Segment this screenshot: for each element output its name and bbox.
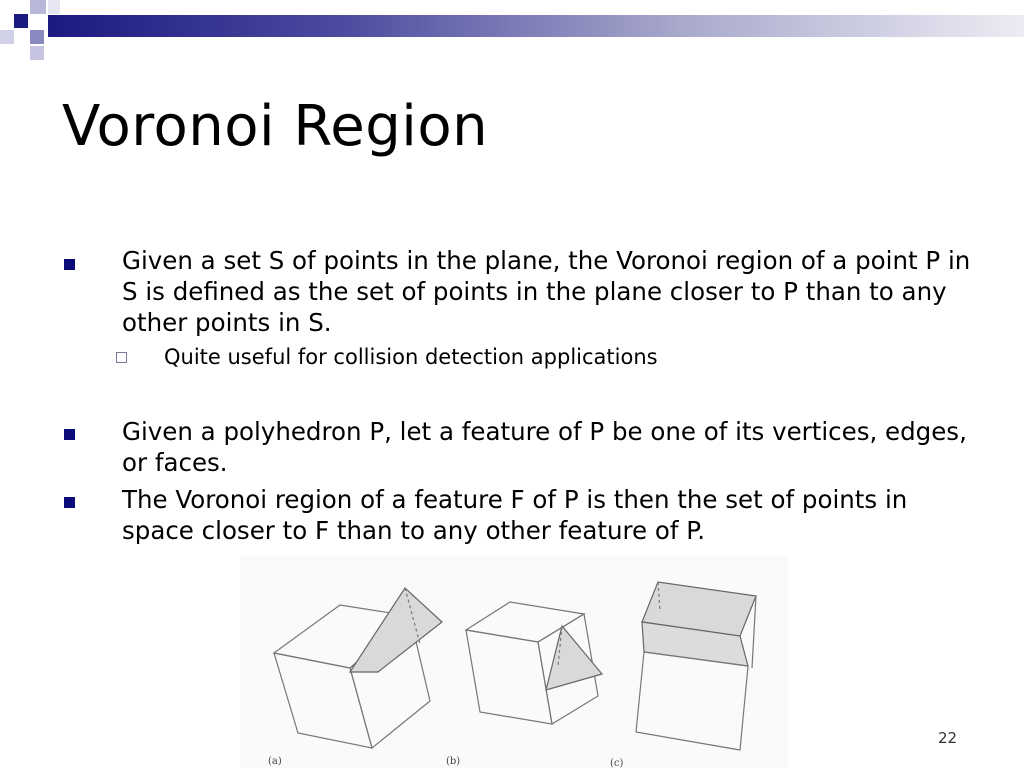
bullet-marker bbox=[64, 259, 75, 270]
voronoi-feature-figure bbox=[240, 556, 788, 768]
header-square-white bbox=[48, 0, 60, 14]
slide-number: 22 bbox=[938, 729, 958, 747]
figure-label-b: (b) bbox=[446, 756, 461, 767]
header-square-small bbox=[30, 46, 44, 60]
header-gradient-bar bbox=[48, 15, 1024, 37]
bullet-3: The Voronoi region of a feature F of P is then the set of points in space closer to F than to any other feature of P. bbox=[122, 485, 908, 545]
sub-bullet-1: Quite useful for collision detection applications bbox=[164, 345, 658, 369]
header-square-mid bbox=[30, 30, 44, 44]
bullet-2: Given a polyhedron P, let a feature of P be one of its vertices, edges, or faces. bbox=[122, 417, 967, 477]
bullet-1: Given a set S of points in the plane, the Voronoi region of a point P in S is defined as the set of points in the plane closer to P than to any other points in S. bbox=[122, 246, 971, 337]
header-square-light bbox=[30, 0, 46, 14]
header-square-dark bbox=[14, 14, 28, 28]
header-square-pale bbox=[0, 30, 14, 44]
slide-title: Voronoi Region bbox=[62, 94, 489, 159]
sub-bullet-marker bbox=[116, 352, 127, 363]
bullet-marker bbox=[64, 429, 75, 440]
figure-label-c: (c) bbox=[610, 758, 624, 768]
bullet-marker bbox=[64, 497, 75, 508]
figure-label-a: (a) bbox=[268, 756, 282, 767]
